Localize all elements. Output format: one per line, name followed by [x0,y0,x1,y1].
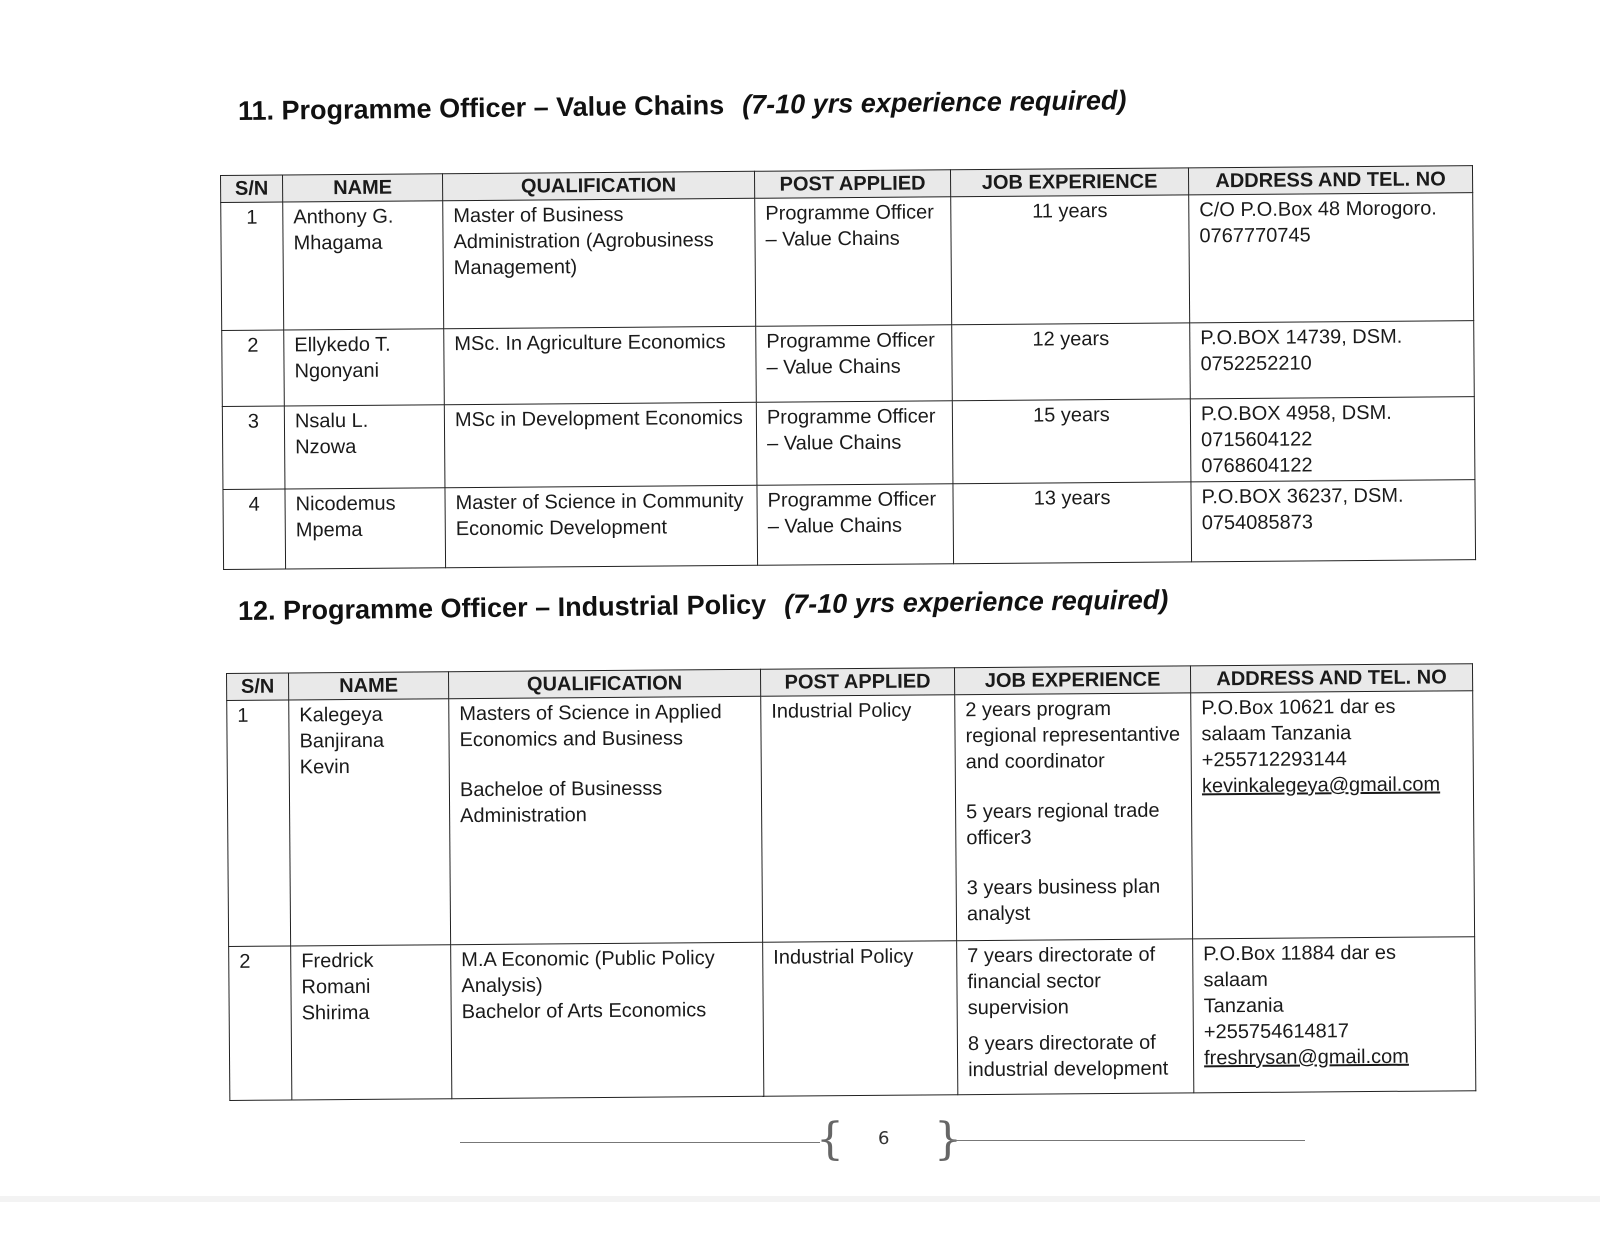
phone-line: 0752252210 [1200,352,1312,376]
header-sn: S/N [227,673,289,700]
cell-job-experience [955,693,1193,941]
cell-name: Ellykedo T. Ngonyani [284,329,445,406]
email-link[interactable]: freshrysan@gmail.com [1203,1045,1409,1070]
table-row [223,480,1476,570]
industrial-policy-table [226,663,1476,1101]
cell-address [1191,691,1475,939]
experience-line: 7 years directorate of financial sector supervision [967,943,1156,1020]
header-post-applied: POST APPLIED [760,668,954,697]
experience-line: 3 years business plan analyst [966,875,1161,926]
cell-job-experience: 11 years [951,195,1190,325]
cell-job-experience: 12 years [952,323,1191,401]
section-12-requirement: (7-10 yrs experience required) [783,584,1169,620]
right-brace-ornament: } [934,1114,962,1165]
experience-line: 2 years program regional representantive and coordinator [965,698,1181,774]
table-row [227,691,1475,947]
cell-address [1190,397,1475,482]
phone-line: 0754085873 [1201,511,1314,535]
cell-sn: 4 [223,489,286,569]
cell-sn: 1 [227,700,291,946]
header-sn: S/N [221,175,283,202]
cell-name: Kalegeya Banjirana Kevin [289,699,451,946]
cell-address [1189,193,1474,323]
section-12-title [238,585,1169,627]
cell-qualification: MSc. In Agriculture Economics [444,326,757,404]
table-row [222,397,1475,490]
address-line: P.O.BOX 36237, DSM. [1201,484,1404,509]
cell-qualification [451,942,764,1098]
address-line: P.O.Box 11884 dar es salaam [1203,941,1397,992]
experience-line: 8 years directorate of industrial development [967,1031,1169,1082]
header-address: ADDRESS AND TEL. NO [1190,664,1472,693]
address-line: Tanzania [1203,994,1284,1018]
qualification-line: M.A Economic (Public Policy Analysis) [461,947,715,998]
section-11-title [238,85,1127,127]
footer-rule-left [460,1142,820,1143]
phone-line: +255754614817 [1203,1020,1350,1044]
cell-name: Anthony G. Mhagama [283,201,444,330]
page-number: 6 [878,1128,890,1149]
cell-post-applied: Programme Officer – Value Chains [756,401,953,486]
phone-line: 0767770745 [1199,224,1311,248]
table-row [221,193,1474,331]
qualification-line: Bacheloe of Businesss Administration [459,777,663,828]
phone-line: 0768604122 [1201,454,1313,478]
header-name: NAME [289,672,449,700]
phone-line: +255712293144 [1201,748,1347,772]
cell-job-experience [957,939,1194,1095]
cell-post-applied: Industrial Policy [761,695,957,943]
cell-name: Nsalu L. Nzowa [284,405,445,489]
cell-qualification: MSc in Development Economics [444,402,757,487]
page-footer [460,1114,1310,1168]
cell-sn: 2 [229,946,292,1100]
cell-post-applied: Programme Officer – Value Chains [757,484,954,566]
cell-qualification: Master of Business Administration (Agrobusiness Management) [443,198,756,328]
page-edge [0,1196,1600,1202]
experience-line: 5 years regional trade officer3 [966,799,1160,850]
cell-job-experience: 13 years [953,482,1192,564]
cell-address [1191,480,1476,562]
left-brace-ornament: { [816,1114,844,1165]
address-line: P.O.Box 10621 dar es salaam Tanzania [1201,695,1396,746]
cell-sn: 3 [222,406,285,489]
table-row [222,321,1475,407]
address-line: C/O P.O.Box 48 Morogoro. [1199,197,1437,222]
header-job-experience: JOB EXPERIENCE [954,666,1190,695]
header-name: NAME [283,174,443,202]
qualification-line: Bachelor of Arts Economics [461,999,707,1024]
header-qualification: QUALIFICATION [442,171,754,200]
header-qualification: QUALIFICATION [448,669,760,698]
cell-job-experience: 15 years [952,399,1191,484]
section-11-requirement: (7-10 yrs experience required) [741,85,1127,120]
cell-qualification [449,696,763,944]
header-post-applied: POST APPLIED [754,170,950,199]
cell-address [1190,321,1475,399]
footer-rule-right [950,1140,1305,1141]
section-12-heading: 12. Programme Officer – Industrial Policy [237,589,767,626]
cell-sn: 2 [222,330,285,406]
address-line: P.O.BOX 4958, DSM. [1200,401,1392,426]
phone-line: 0715604122 [1201,428,1313,452]
address-line: P.O.BOX 14739, DSM. [1200,325,1403,350]
section-11-heading: 11. Programme Officer – Value Chains [237,90,725,126]
cell-address [1193,937,1476,1093]
cell-name: Fredrick Romani Shirima [291,945,452,1100]
cell-sn: 1 [221,202,284,330]
cell-post-applied: Programme Officer – Value Chains [756,325,953,403]
cell-post-applied: Industrial Policy [763,941,958,1097]
cell-qualification: Master of Science in Community Economic Development [445,485,758,567]
header-address: ADDRESS AND TEL. NO [1188,166,1472,195]
header-job-experience: JOB EXPERIENCE [950,168,1188,197]
cell-name: Nicodemus Mpema [285,488,446,569]
value-chains-table [220,165,1476,570]
qualification-line: Masters of Science in Applied Economics and Business [459,701,722,752]
email-link[interactable]: kevinkalegeya@gmail.com [1201,773,1441,798]
cell-post-applied: Programme Officer – Value Chains [755,197,952,327]
table-row [229,937,1476,1101]
